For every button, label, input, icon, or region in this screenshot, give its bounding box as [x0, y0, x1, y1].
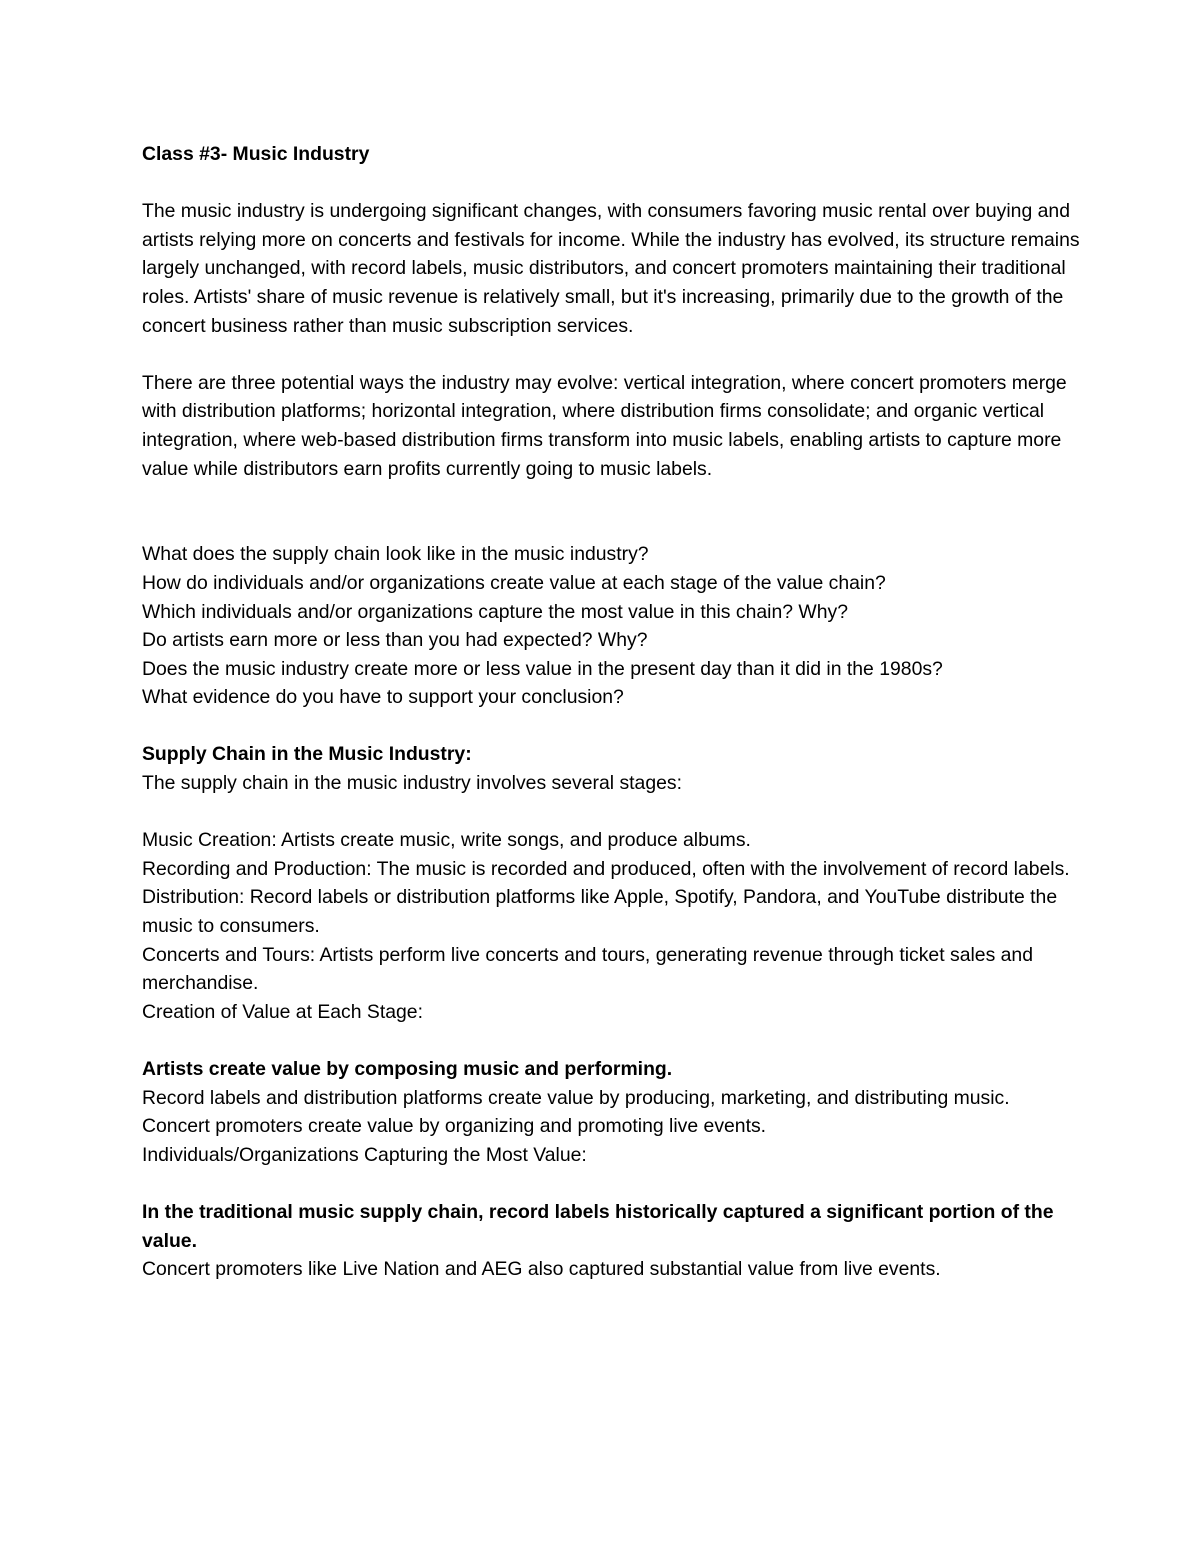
spacer [142, 169, 1082, 198]
question-item: Does the music industry create more or less value in the present day than it did in the 1980s? [142, 657, 943, 680]
spacer [142, 1026, 1082, 1055]
question-item: How do individuals and/or organizations create value at each stage of the value chain? [142, 571, 886, 594]
spacer [142, 798, 1082, 827]
spacer [142, 712, 1082, 741]
stages-list [142, 826, 1082, 1026]
document-title: Class #3- Music Industry [142, 143, 370, 165]
value-item: Record labels and distribution platforms create value by producing, marketing, and distributing music. [142, 1086, 1010, 1109]
value-item: Concert promoters create value by organizing and promoting live events. [142, 1115, 767, 1138]
stage-item: Concerts and Tours: Artists perform live concerts and tours, generating revenue through ticket sales and merchandise. [142, 943, 1034, 995]
question-item: What does the supply chain look like in the music industry? [142, 543, 649, 566]
intro-paragraph: The music industry is undergoing significant changes, with consumers favoring music rental over buying and artists relying more on concerts and festivals for income. While the industry has evolved, its structure remains largely unchanged, with record labels, music distributors, and concert promoters maintaining their traditional roles. Artists' share of music revenue is relatively small, but it's increasing, primarily due to the growth of the concert business rather than music subscription services. [142, 200, 1080, 337]
question-item: Do artists earn more or less than you had expected? Why? [142, 629, 648, 652]
stage-item: Music Creation: Artists create music, write songs, and produce albums. [142, 829, 751, 852]
section-intro: The supply chain in the music industry involves several stages: [142, 772, 682, 795]
capture-item: Concert promoters like Live Nation and AEG also captured substantial value from live events. [142, 1258, 941, 1281]
value-item: Individuals/Organizations Capturing the Most Value: [142, 1143, 587, 1166]
stage-item: Creation of Value at Each Stage: [142, 1000, 423, 1023]
question-item: What evidence do you have to support your conclusion? [142, 686, 624, 709]
value-list [142, 1084, 1082, 1170]
spacer [142, 483, 1082, 540]
section-heading: Supply Chain in the Music Industry: [142, 743, 472, 766]
section-heading: Artists create value by composing music and performing. [142, 1058, 673, 1080]
stage-item: Distribution: Record labels or distribution platforms like Apple, Spotify, Pandora, and YouTube distribute the music to consumers. [142, 886, 1058, 938]
intro-paragraph: There are three potential ways the industry may evolve: vertical integration, where concert promoters merge with distribution platforms; horizontal integration, where distribution firms consolidate; and organic vertical integration, where web-based distribution firms transform into music labels, enabling artists to capture more value while distributors earn profits currently going to music labels. [142, 371, 1067, 480]
stage-item: Recording and Production: The music is recorded and produced, often with the involvement of record labels. [142, 857, 1070, 880]
spacer [142, 1169, 1082, 1198]
section-heading: In the traditional music supply chain, record labels historically captured a significant portion of the value. [142, 1200, 1054, 1252]
questions-list [142, 540, 1082, 712]
spacer [142, 340, 1082, 369]
capture-list [142, 1255, 1082, 1284]
question-item: Which individuals and/or organizations capture the most value in this chain? Why? [142, 600, 848, 623]
document-body [142, 140, 1082, 1284]
